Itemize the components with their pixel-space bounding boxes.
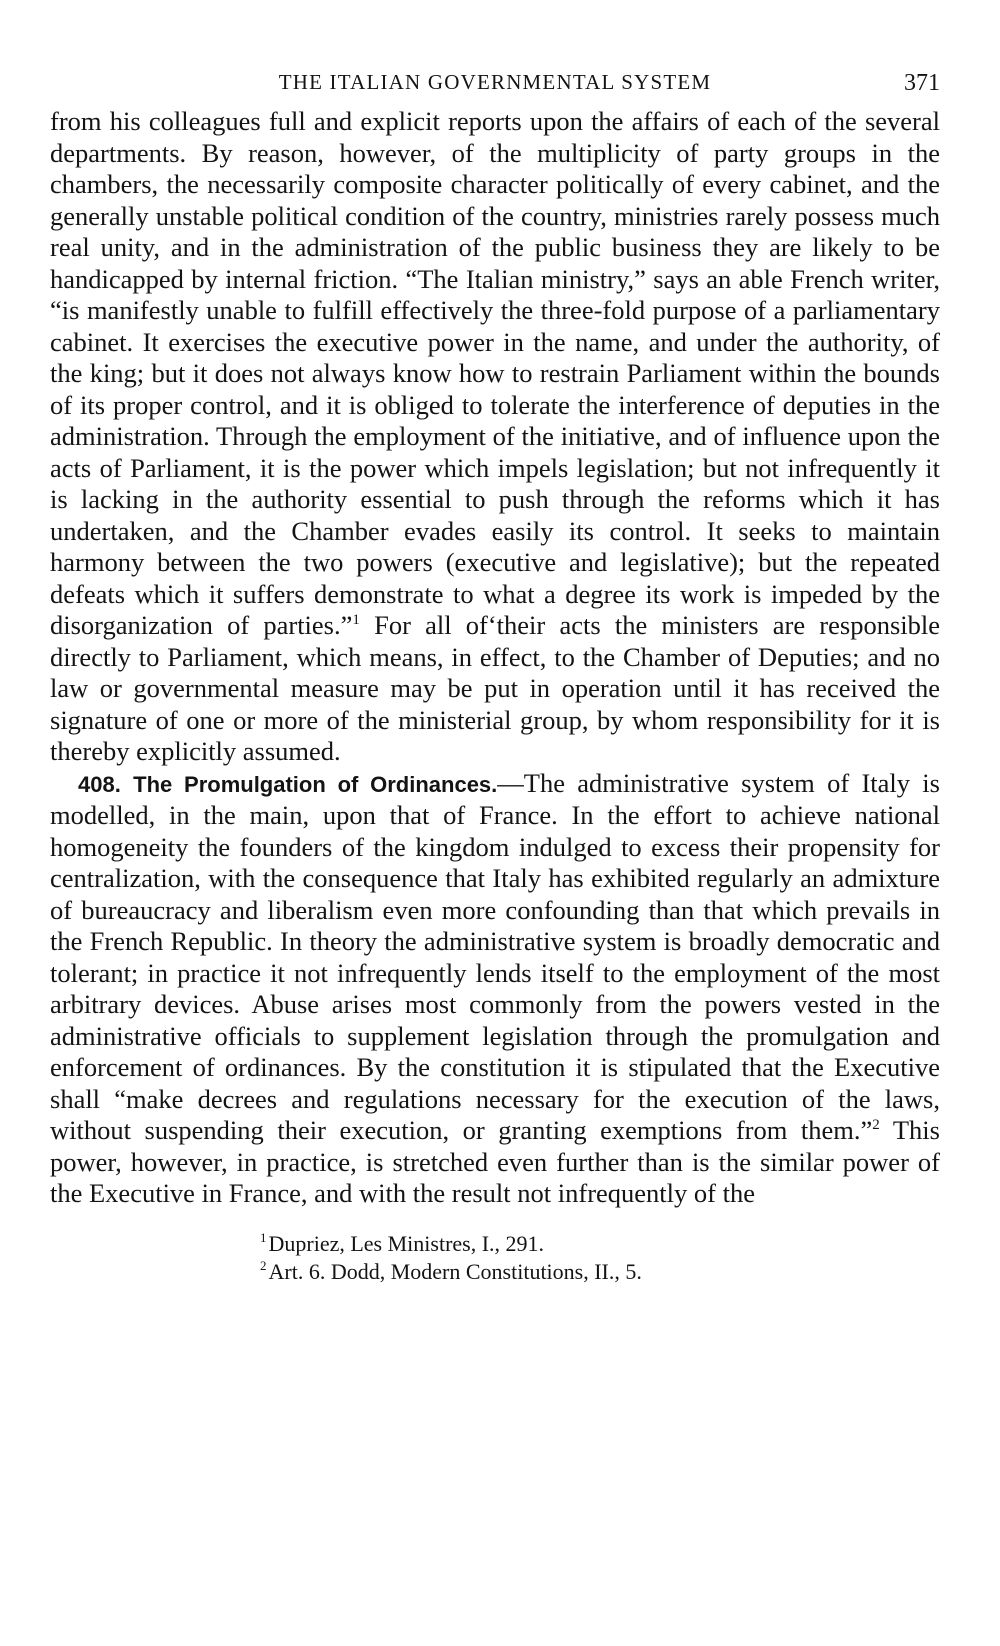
paragraph-text: from his colleagues full and explicit reports upon the affairs of each of the several departments. By reason, however, of the multiplicity of party groups in the chambers, the necessarily composite character politically of every cabinet, and the generally unstable political condition of the country, ministries rarely possess much real unity, and in the administration of the public business they are likely to be handicapped by internal friction. “The Italian ministry,” says an able French writer, “is manifestly unable to fulfill effectively the three-fold purpose of a parliamentary cabinet. It exercises the executive power in the name, and under the authority, of the king; but it does not always know how to restrain Parliament within the bounds of its proper control, and it is obliged to tolerate the interference of deputies in the administration. Through the employment of the initiative, and of influence upon the acts of Parliament, it is the power which impels legislation; but not infrequently it is lacking in the authority essential to push through the reforms which it has undertaken, and the Chamber evades easily its control. It seeks to maintain harmony between the two powers (executive and legislative); but the repeated defeats which it suffers demonstrate to what a degree its work is impeded by the disorganization of parties.” — [50, 106, 940, 640]
paragraph-text: This power, however, in practice, is stretched even further than is the similar power of the Executive in France, and with the result not infrequently of the — [50, 1115, 940, 1208]
body-text — [50, 106, 940, 1210]
footnote-mark: 2 — [260, 1258, 267, 1274]
section-dash: — — [497, 767, 524, 798]
footnote-ref-2: 2 — [872, 1117, 880, 1134]
footnote-1 — [260, 1230, 940, 1258]
page-header — [50, 60, 940, 100]
section-number: 408. — [78, 771, 121, 797]
footnote-text: Dupriez, Les Ministres, I., 291. — [268, 1230, 545, 1256]
running-head: THE ITALIAN GOVERNMENTAL SYSTEM — [278, 70, 712, 94]
section-paragraph-408 — [50, 768, 940, 1210]
footnote-text: Art. 6. Dodd, Modern Constitutions, II., 5. — [268, 1258, 642, 1284]
book-page — [50, 60, 940, 1286]
footnote-mark: 1 — [260, 1230, 267, 1246]
footnote-ref-1: 1 — [352, 612, 360, 629]
paragraph-text: For all of‘their acts the ministers are responsible directly to Parliament, which means, in effect, to the Chamber of Deputies; and no law or governmental measure may be put in operation until it has received the signature of one or more of the ministerial group, by whom responsibility for it is thereby explicitly assumed. — [50, 610, 941, 766]
page-number: 371 — [904, 70, 940, 96]
footnotes — [50, 1230, 940, 1286]
footnote-2 — [260, 1258, 940, 1286]
paragraph-continuation — [50, 106, 940, 768]
section-heading: The Promulgation of Ordinances. — [133, 771, 498, 797]
paragraph-text: The administrative system of Italy is modelled, in the main, upon that of France. In the effort to achieve national homogeneity the founders of the kingdom indulged to excess their propensity for centralization, with the consequence that Italy has exhibited regularly an admixture of bureaucracy and liberalism even more confounding than that which prevails in the French Republic. In theory the administrative system is broadly democratic and tolerant; in practice it not infrequently lends itself to the employment of the most arbitrary devices. Abuse arises most commonly from the powers vested in the administrative officials to supplement legislation through the promulgation and enforcement of ordinances. By the constitution it is stipulated that the Executive shall “make decrees and regulations necessary for the execution of the laws, without suspending their execution, or granting exemptions from them.” — [50, 767, 940, 1145]
